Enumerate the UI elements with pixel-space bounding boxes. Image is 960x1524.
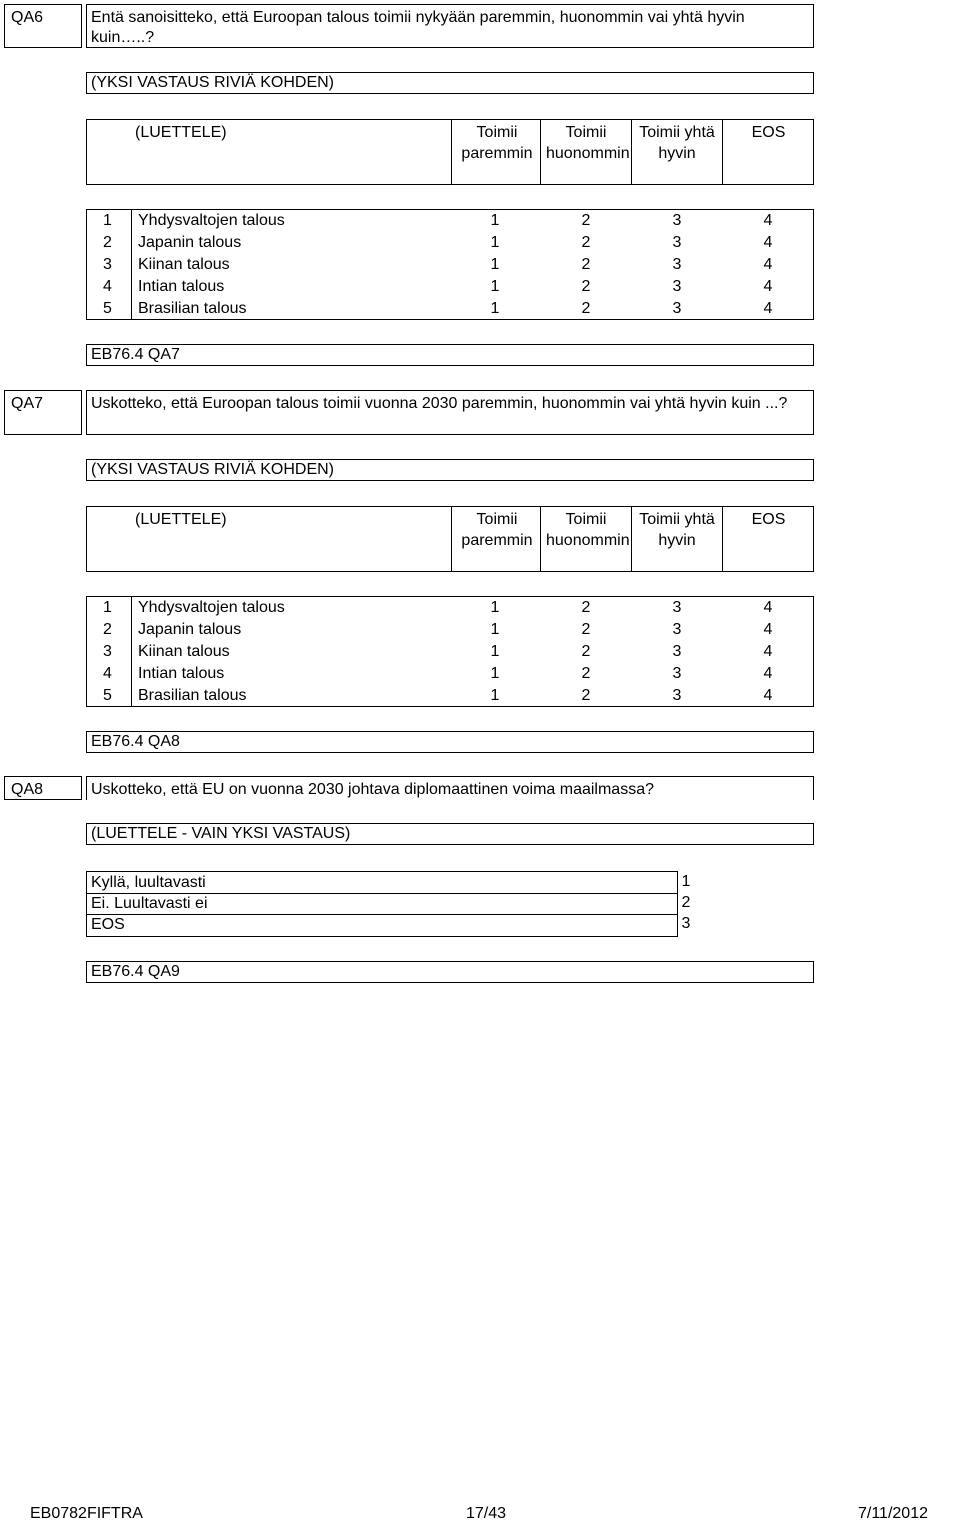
code-worse: 2 — [581, 278, 591, 295]
code-better: 1 — [490, 256, 500, 273]
header-list-label: (LUETTELE) — [135, 511, 227, 528]
row-number: 1 — [103, 212, 112, 229]
code-worse: 2 — [581, 599, 591, 616]
code-dk: 4 — [763, 621, 773, 638]
code-dk: 4 — [763, 687, 773, 704]
code-dk: 4 — [763, 234, 773, 251]
row-number: 1 — [103, 599, 112, 616]
table-row — [87, 298, 813, 320]
row-label: Japanin talous — [138, 621, 242, 638]
code-dk: 4 — [763, 643, 773, 660]
matrix-grid-qa6 — [86, 209, 814, 320]
row-number: 4 — [103, 665, 112, 682]
header-col-worse: Toimii huonommin — [546, 511, 630, 549]
option-label: Ei. Luultavasti ei — [91, 895, 208, 912]
code-worse: 2 — [581, 665, 591, 682]
routing-code-qa7: EB76.4 QA8 — [86, 731, 814, 753]
code-worse: 2 — [581, 687, 591, 704]
question-text-qa7: Uskotteko, että Euroopan talous toimii vuonna 2030 paremmin, huonommin vai yhtä hyvin kuin ...? — [86, 390, 814, 435]
table-row — [87, 210, 813, 232]
row-label: Japanin talous — [138, 234, 242, 251]
row-label: Kiinan talous — [138, 256, 230, 273]
code-worse: 2 — [581, 621, 591, 638]
row-number: 2 — [103, 621, 112, 638]
code-dk: 4 — [763, 300, 773, 317]
instruction-qa8: (LUETTELE - VAIN YKSI VASTAUS) — [86, 823, 814, 845]
footer-page-number: 17/43 — [466, 1505, 507, 1522]
header-col-better: Toimii paremmin — [461, 124, 533, 162]
row-label: Yhdysvaltojen talous — [138, 599, 285, 616]
header-col-same: Toimii yhtä hyvin — [639, 511, 715, 549]
code-better: 1 — [490, 621, 500, 638]
table-row — [87, 641, 813, 663]
row-label: Brasilian talous — [138, 300, 247, 317]
code-better: 1 — [490, 234, 500, 251]
option-code: 1 — [681, 873, 691, 890]
footer-date: 7/11/2012 — [858, 1505, 928, 1522]
code-better: 1 — [490, 687, 500, 704]
header-col-same: Toimii yhtä hyvin — [639, 124, 715, 162]
header-list-label: (LUETTELE) — [135, 124, 227, 141]
row-number: 2 — [103, 234, 112, 251]
question-text-qa6: Entä sanoisitteko, että Euroopan talous toimii nykyään paremmin, huonommin vai yhtä hyvin kuin…..? — [86, 4, 814, 48]
table-row — [87, 276, 813, 298]
option-code: 2 — [681, 894, 691, 911]
code-dk: 4 — [763, 599, 773, 616]
code-same: 3 — [672, 256, 682, 273]
table-row — [87, 254, 813, 276]
code-same: 3 — [672, 687, 682, 704]
instruction-qa7: (YKSI VASTAUS RIVIÄ KOHDEN) — [86, 459, 814, 481]
question-id-qa8: QA8 — [4, 776, 82, 800]
row-label: Intian talous — [138, 278, 225, 295]
code-better: 1 — [490, 643, 500, 660]
table-row — [87, 685, 813, 707]
footer-doc-id: EB0782FIFTRA — [30, 1505, 143, 1522]
header-col-dk: EOS — [751, 511, 786, 528]
question-id-qa6: QA6 — [4, 4, 82, 48]
row-label: Intian talous — [138, 665, 225, 682]
row-label: Yhdysvaltojen talous — [138, 212, 285, 229]
header-col-worse: Toimii huonommin — [546, 124, 630, 162]
code-same: 3 — [672, 621, 682, 638]
header-col-dk: EOS — [751, 124, 786, 141]
code-worse: 2 — [581, 234, 591, 251]
table-row — [87, 663, 813, 685]
code-dk: 4 — [763, 256, 773, 273]
table-row — [87, 597, 813, 619]
code-worse: 2 — [581, 643, 591, 660]
code-dk: 4 — [763, 278, 773, 295]
options-list-qa8 — [86, 871, 678, 937]
code-same: 3 — [672, 212, 682, 229]
code-better: 1 — [490, 212, 500, 229]
matrix-header-qa6 — [86, 119, 814, 185]
code-same: 3 — [672, 643, 682, 660]
row-label: Brasilian talous — [138, 687, 247, 704]
code-dk: 4 — [763, 665, 773, 682]
code-same: 3 — [672, 599, 682, 616]
table-row — [87, 232, 813, 254]
instruction-qa6: (YKSI VASTAUS RIVIÄ KOHDEN) — [86, 72, 814, 94]
header-col-better: Toimii paremmin — [461, 511, 533, 549]
row-number: 4 — [103, 278, 112, 295]
code-worse: 2 — [581, 212, 591, 229]
code-better: 1 — [490, 300, 500, 317]
code-better: 1 — [490, 278, 500, 295]
option-label: Kyllä, luultavasti — [91, 874, 206, 891]
matrix-grid-qa7 — [86, 596, 814, 707]
code-dk: 4 — [763, 212, 773, 229]
code-same: 3 — [672, 234, 682, 251]
code-better: 1 — [490, 665, 500, 682]
row-number: 5 — [103, 300, 112, 317]
code-worse: 2 — [581, 256, 591, 273]
option-label: EOS — [91, 916, 125, 933]
table-row — [87, 619, 813, 641]
option-code: 3 — [681, 915, 691, 932]
code-worse: 2 — [581, 300, 591, 317]
code-same: 3 — [672, 300, 682, 317]
code-same: 3 — [672, 278, 682, 295]
question-text-qa8: Uskotteko, että EU on vuonna 2030 johtava diplomaattinen voima maailmassa? — [86, 776, 814, 800]
row-number: 3 — [103, 643, 112, 660]
row-label: Kiinan talous — [138, 643, 230, 660]
row-number: 5 — [103, 687, 112, 704]
question-id-qa7: QA7 — [4, 390, 82, 435]
routing-code-qa8: EB76.4 QA9 — [86, 961, 814, 983]
code-better: 1 — [490, 599, 500, 616]
matrix-header-qa7 — [86, 506, 814, 572]
routing-code-qa6: EB76.4 QA7 — [86, 344, 814, 366]
row-number: 3 — [103, 256, 112, 273]
code-same: 3 — [672, 665, 682, 682]
